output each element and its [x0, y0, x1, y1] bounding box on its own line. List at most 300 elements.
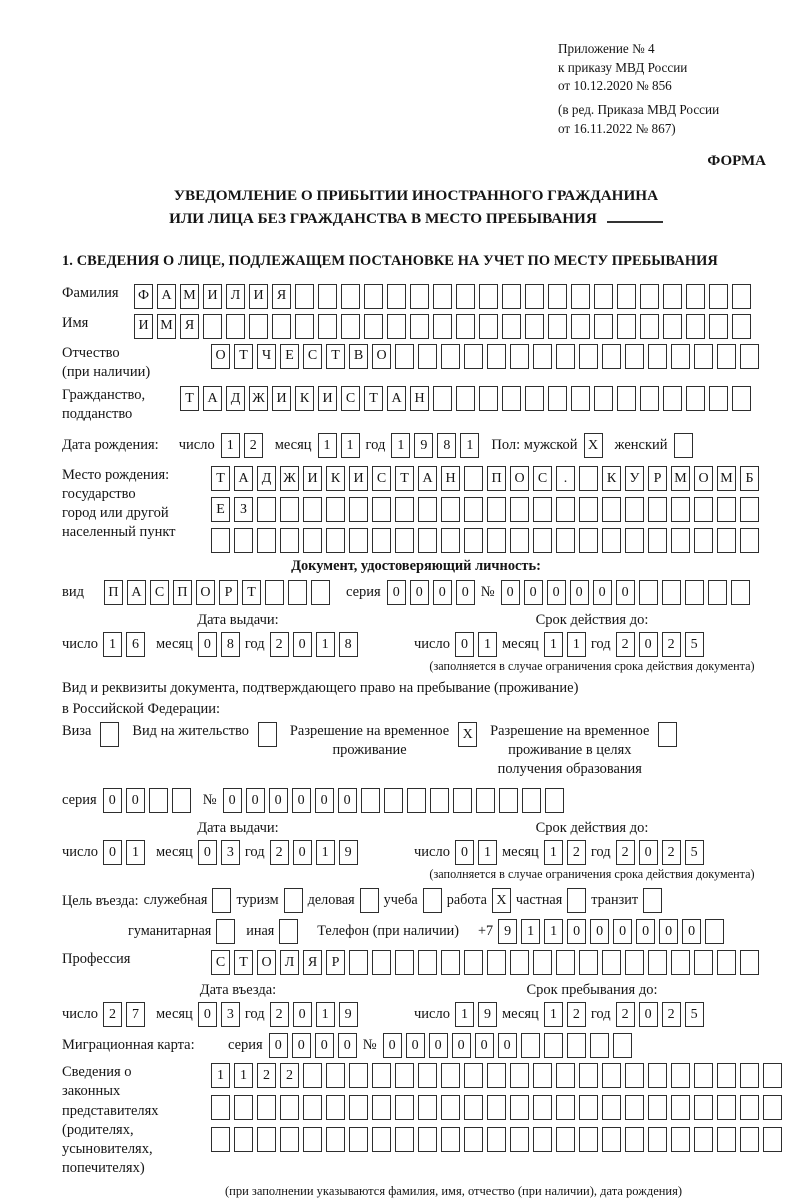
char-cell[interactable] [464, 1063, 483, 1088]
char-cell[interactable] [349, 1127, 368, 1152]
char-cell[interactable] [571, 314, 590, 339]
char-cell[interactable] [257, 1127, 276, 1152]
checkbox-cell[interactable] [258, 722, 277, 747]
char-cell[interactable] [694, 497, 713, 522]
char-cell[interactable] [487, 1063, 506, 1088]
char-cell[interactable] [671, 528, 690, 553]
char-cell[interactable] [717, 1095, 736, 1120]
char-cell[interactable]: И [272, 386, 291, 411]
checkbox-cell[interactable] [658, 722, 677, 747]
char-cell[interactable]: 1 [234, 1063, 253, 1088]
checkbox-cell[interactable] [423, 888, 442, 913]
char-cell[interactable] [694, 950, 713, 975]
char-cell[interactable]: П [104, 580, 123, 605]
char-cell[interactable] [410, 314, 429, 339]
char-cell[interactable]: О [257, 950, 276, 975]
char-cell[interactable] [510, 344, 529, 369]
char-cell[interactable]: М [180, 284, 199, 309]
char-cell[interactable]: 0 [410, 580, 429, 605]
char-cell[interactable] [694, 1127, 713, 1152]
char-cell[interactable]: Ж [280, 466, 299, 491]
char-cell[interactable]: 2 [567, 840, 586, 865]
char-cell[interactable] [487, 497, 506, 522]
char-cell[interactable] [326, 528, 345, 553]
char-cell[interactable]: Ф [134, 284, 153, 309]
char-cell[interactable] [709, 386, 728, 411]
char-cell[interactable] [671, 497, 690, 522]
char-cell[interactable] [418, 1127, 437, 1152]
char-cell[interactable] [521, 1033, 540, 1058]
char-cell[interactable]: 0 [338, 788, 357, 813]
char-cell[interactable]: 2 [270, 840, 289, 865]
char-cell[interactable]: 0 [590, 919, 609, 944]
char-cell[interactable] [372, 1063, 391, 1088]
char-cell[interactable] [510, 1127, 529, 1152]
char-cell[interactable]: 1 [316, 840, 335, 865]
char-cell[interactable] [740, 1063, 759, 1088]
char-cell[interactable] [487, 528, 506, 553]
char-cell[interactable]: О [211, 344, 230, 369]
char-cell[interactable] [502, 284, 521, 309]
char-cell[interactable] [740, 950, 759, 975]
char-cell[interactable] [341, 284, 360, 309]
char-cell[interactable]: 9 [339, 1002, 358, 1027]
char-cell[interactable] [602, 950, 621, 975]
char-cell[interactable] [249, 314, 268, 339]
char-cell[interactable] [502, 314, 521, 339]
char-cell[interactable]: О [510, 466, 529, 491]
char-cell[interactable] [763, 1127, 782, 1152]
char-cell[interactable]: 0 [593, 580, 612, 605]
char-cell[interactable]: 2 [662, 632, 681, 657]
char-cell[interactable] [740, 528, 759, 553]
char-cell[interactable] [456, 386, 475, 411]
char-cell[interactable] [280, 1095, 299, 1120]
char-cell[interactable] [349, 497, 368, 522]
char-cell[interactable]: 0 [246, 788, 265, 813]
char-cell[interactable] [579, 497, 598, 522]
char-cell[interactable] [372, 1127, 391, 1152]
char-cell[interactable] [663, 386, 682, 411]
char-cell[interactable]: 1 [460, 433, 479, 458]
char-cell[interactable]: 0 [292, 1033, 311, 1058]
char-cell[interactable] [303, 1063, 322, 1088]
char-cell[interactable] [663, 284, 682, 309]
char-cell[interactable] [648, 528, 667, 553]
char-cell[interactable]: 0 [293, 632, 312, 657]
char-cell[interactable]: 2 [257, 1063, 276, 1088]
char-cell[interactable]: М [157, 314, 176, 339]
char-cell[interactable] [533, 1095, 552, 1120]
char-cell[interactable]: Р [648, 466, 667, 491]
char-cell[interactable] [579, 466, 598, 491]
char-cell[interactable]: 8 [437, 433, 456, 458]
char-cell[interactable]: 0 [103, 788, 122, 813]
char-cell[interactable]: И [134, 314, 153, 339]
char-cell[interactable] [533, 497, 552, 522]
char-cell[interactable] [387, 314, 406, 339]
char-cell[interactable]: Н [410, 386, 429, 411]
char-cell[interactable] [487, 950, 506, 975]
char-cell[interactable] [303, 1095, 322, 1120]
checkbox-cell[interactable] [567, 888, 586, 913]
char-cell[interactable] [548, 386, 567, 411]
char-cell[interactable] [441, 1063, 460, 1088]
char-cell[interactable]: 9 [339, 840, 358, 865]
char-cell[interactable] [533, 528, 552, 553]
char-cell[interactable] [571, 284, 590, 309]
char-cell[interactable]: 1 [211, 1063, 230, 1088]
char-cell[interactable] [617, 314, 636, 339]
char-cell[interactable]: С [150, 580, 169, 605]
char-cell[interactable] [740, 344, 759, 369]
char-cell[interactable]: 8 [221, 632, 240, 657]
char-cell[interactable] [717, 497, 736, 522]
char-cell[interactable] [280, 528, 299, 553]
char-cell[interactable] [671, 950, 690, 975]
char-cell[interactable]: А [234, 466, 253, 491]
char-cell[interactable] [418, 1063, 437, 1088]
char-cell[interactable] [640, 386, 659, 411]
char-cell[interactable]: 0 [315, 1033, 334, 1058]
char-cell[interactable] [556, 528, 575, 553]
char-cell[interactable]: Б [740, 466, 759, 491]
char-cell[interactable]: 0 [613, 919, 632, 944]
char-cell[interactable]: А [127, 580, 146, 605]
char-cell[interactable] [456, 284, 475, 309]
char-cell[interactable] [364, 284, 383, 309]
char-cell[interactable] [613, 1033, 632, 1058]
char-cell[interactable]: И [318, 386, 337, 411]
char-cell[interactable]: 0 [682, 919, 701, 944]
char-cell[interactable] [579, 950, 598, 975]
checkbox-cell[interactable] [279, 919, 298, 944]
char-cell[interactable]: 9 [414, 433, 433, 458]
char-cell[interactable] [717, 1063, 736, 1088]
char-cell[interactable] [433, 284, 452, 309]
char-cell[interactable]: 5 [685, 1002, 704, 1027]
char-cell[interactable] [708, 580, 727, 605]
char-cell[interactable]: Е [280, 344, 299, 369]
char-cell[interactable] [694, 344, 713, 369]
char-cell[interactable]: К [602, 466, 621, 491]
char-cell[interactable] [257, 528, 276, 553]
char-cell[interactable] [349, 1063, 368, 1088]
char-cell[interactable] [311, 580, 330, 605]
char-cell[interactable]: 1 [126, 840, 145, 865]
char-cell[interactable]: Ж [249, 386, 268, 411]
char-cell[interactable]: 1 [544, 1002, 563, 1027]
char-cell[interactable] [433, 314, 452, 339]
char-cell[interactable]: 1 [567, 632, 586, 657]
char-cell[interactable] [544, 1033, 563, 1058]
char-cell[interactable] [303, 528, 322, 553]
char-cell[interactable] [280, 1127, 299, 1152]
char-cell[interactable] [211, 1095, 230, 1120]
char-cell[interactable] [464, 950, 483, 975]
char-cell[interactable] [525, 386, 544, 411]
char-cell[interactable]: О [196, 580, 215, 605]
char-cell[interactable]: Я [180, 314, 199, 339]
char-cell[interactable] [372, 528, 391, 553]
char-cell[interactable] [602, 344, 621, 369]
char-cell[interactable]: 1 [391, 433, 410, 458]
char-cell[interactable] [149, 788, 168, 813]
char-cell[interactable] [418, 950, 437, 975]
char-cell[interactable]: 0 [475, 1033, 494, 1058]
char-cell[interactable] [579, 1063, 598, 1088]
char-cell[interactable] [502, 386, 521, 411]
char-cell[interactable] [617, 284, 636, 309]
char-cell[interactable]: 1 [544, 840, 563, 865]
char-cell[interactable] [579, 1095, 598, 1120]
char-cell[interactable] [579, 1127, 598, 1152]
char-cell[interactable] [226, 314, 245, 339]
char-cell[interactable]: С [341, 386, 360, 411]
char-cell[interactable] [602, 1095, 621, 1120]
char-cell[interactable] [625, 528, 644, 553]
char-cell[interactable] [556, 497, 575, 522]
char-cell[interactable]: Л [280, 950, 299, 975]
char-cell[interactable] [441, 1127, 460, 1152]
char-cell[interactable]: А [387, 386, 406, 411]
char-cell[interactable]: 1 [478, 840, 497, 865]
char-cell[interactable] [464, 497, 483, 522]
char-cell[interactable] [172, 788, 191, 813]
char-cell[interactable]: Т [234, 344, 253, 369]
char-cell[interactable] [234, 1095, 253, 1120]
char-cell[interactable] [671, 344, 690, 369]
char-cell[interactable]: 2 [270, 1002, 289, 1027]
char-cell[interactable] [671, 1063, 690, 1088]
char-cell[interactable] [709, 284, 728, 309]
char-cell[interactable] [740, 497, 759, 522]
char-cell[interactable]: 0 [269, 788, 288, 813]
char-cell[interactable]: 9 [498, 919, 517, 944]
char-cell[interactable]: 1 [544, 632, 563, 657]
char-cell[interactable] [441, 950, 460, 975]
checkbox-cell[interactable] [360, 888, 379, 913]
char-cell[interactable]: 1 [318, 433, 337, 458]
char-cell[interactable] [717, 344, 736, 369]
char-cell[interactable]: 2 [567, 1002, 586, 1027]
char-cell[interactable]: 0 [293, 1002, 312, 1027]
char-cell[interactable]: 0 [455, 840, 474, 865]
char-cell[interactable]: 0 [456, 580, 475, 605]
char-cell[interactable]: Т [395, 466, 414, 491]
char-cell[interactable] [602, 528, 621, 553]
char-cell[interactable]: 0 [547, 580, 566, 605]
char-cell[interactable] [418, 1095, 437, 1120]
char-cell[interactable]: 9 [478, 1002, 497, 1027]
checkbox-cell[interactable] [100, 722, 119, 747]
char-cell[interactable]: 1 [341, 433, 360, 458]
char-cell[interactable] [740, 1095, 759, 1120]
char-cell[interactable]: 0 [387, 580, 406, 605]
char-cell[interactable] [625, 344, 644, 369]
char-cell[interactable]: С [372, 466, 391, 491]
char-cell[interactable]: И [203, 284, 222, 309]
char-cell[interactable]: 0 [659, 919, 678, 944]
char-cell[interactable] [533, 344, 552, 369]
char-cell[interactable] [525, 314, 544, 339]
char-cell[interactable]: 0 [639, 632, 658, 657]
char-cell[interactable]: 2 [280, 1063, 299, 1088]
char-cell[interactable] [602, 1063, 621, 1088]
char-cell[interactable]: 1 [316, 632, 335, 657]
char-cell[interactable] [234, 528, 253, 553]
char-cell[interactable] [295, 284, 314, 309]
char-cell[interactable] [732, 314, 751, 339]
char-cell[interactable]: 1 [455, 1002, 474, 1027]
char-cell[interactable] [418, 344, 437, 369]
char-cell[interactable]: Н [441, 466, 460, 491]
char-cell[interactable] [430, 788, 449, 813]
char-cell[interactable] [395, 1063, 414, 1088]
char-cell[interactable] [407, 788, 426, 813]
char-cell[interactable] [234, 1127, 253, 1152]
char-cell[interactable]: С [303, 344, 322, 369]
char-cell[interactable] [303, 497, 322, 522]
char-cell[interactable] [326, 1095, 345, 1120]
char-cell[interactable] [464, 1095, 483, 1120]
char-cell[interactable] [272, 314, 291, 339]
char-cell[interactable] [731, 580, 750, 605]
char-cell[interactable] [594, 284, 613, 309]
char-cell[interactable]: 0 [616, 580, 635, 605]
char-cell[interactable] [556, 950, 575, 975]
char-cell[interactable] [648, 344, 667, 369]
char-cell[interactable] [476, 788, 495, 813]
char-cell[interactable] [387, 284, 406, 309]
char-cell[interactable] [364, 314, 383, 339]
char-cell[interactable]: 0 [639, 840, 658, 865]
char-cell[interactable]: 0 [501, 580, 520, 605]
char-cell[interactable]: Т [326, 344, 345, 369]
char-cell[interactable]: З [234, 497, 253, 522]
char-cell[interactable] [579, 344, 598, 369]
checkbox-cell[interactable] [643, 888, 662, 913]
char-cell[interactable] [510, 950, 529, 975]
char-cell[interactable] [372, 950, 391, 975]
char-cell[interactable]: Л [226, 284, 245, 309]
char-cell[interactable] [441, 344, 460, 369]
char-cell[interactable]: 1 [521, 919, 540, 944]
char-cell[interactable]: 2 [244, 433, 263, 458]
char-cell[interactable] [625, 1063, 644, 1088]
char-cell[interactable] [567, 1033, 586, 1058]
char-cell[interactable] [257, 497, 276, 522]
char-cell[interactable]: 0 [126, 788, 145, 813]
char-cell[interactable] [326, 1063, 345, 1088]
char-cell[interactable] [441, 497, 460, 522]
char-cell[interactable] [464, 344, 483, 369]
char-cell[interactable]: 0 [223, 788, 242, 813]
char-cell[interactable] [349, 1095, 368, 1120]
char-cell[interactable]: 0 [292, 788, 311, 813]
char-cell[interactable] [456, 314, 475, 339]
char-cell[interactable]: 0 [293, 840, 312, 865]
char-cell[interactable] [510, 528, 529, 553]
char-cell[interactable]: Т [242, 580, 261, 605]
char-cell[interactable]: 6 [126, 632, 145, 657]
char-cell[interactable] [545, 788, 564, 813]
char-cell[interactable]: 0 [383, 1033, 402, 1058]
char-cell[interactable] [686, 386, 705, 411]
char-cell[interactable]: Д [257, 466, 276, 491]
checkbox-cell[interactable] [216, 919, 235, 944]
char-cell[interactable]: 0 [103, 840, 122, 865]
checkbox-cell[interactable]: X [492, 888, 511, 913]
char-cell[interactable] [625, 1127, 644, 1152]
char-cell[interactable]: 3 [221, 840, 240, 865]
char-cell[interactable]: 2 [103, 1002, 122, 1027]
checkbox-cell[interactable]: X [458, 722, 477, 747]
char-cell[interactable] [361, 788, 380, 813]
char-cell[interactable]: Д [226, 386, 245, 411]
char-cell[interactable]: 5 [685, 840, 704, 865]
char-cell[interactable] [617, 386, 636, 411]
checkbox-cell[interactable] [674, 433, 693, 458]
char-cell[interactable] [349, 528, 368, 553]
char-cell[interactable] [326, 1127, 345, 1152]
char-cell[interactable]: С [211, 950, 230, 975]
char-cell[interactable] [648, 1063, 667, 1088]
char-cell[interactable]: П [487, 466, 506, 491]
char-cell[interactable] [602, 497, 621, 522]
char-cell[interactable] [694, 1095, 713, 1120]
char-cell[interactable] [395, 528, 414, 553]
char-cell[interactable] [671, 1127, 690, 1152]
char-cell[interactable]: И [303, 466, 322, 491]
char-cell[interactable]: 8 [339, 632, 358, 657]
char-cell[interactable] [648, 1095, 667, 1120]
char-cell[interactable] [662, 580, 681, 605]
char-cell[interactable] [479, 386, 498, 411]
char-cell[interactable] [203, 314, 222, 339]
char-cell[interactable]: 0 [570, 580, 589, 605]
char-cell[interactable]: 0 [639, 1002, 658, 1027]
char-cell[interactable]: А [203, 386, 222, 411]
char-cell[interactable] [705, 919, 724, 944]
char-cell[interactable]: И [349, 466, 368, 491]
char-cell[interactable]: 2 [616, 840, 635, 865]
char-cell[interactable] [441, 1095, 460, 1120]
char-cell[interactable] [418, 497, 437, 522]
char-cell[interactable]: 0 [269, 1033, 288, 1058]
char-cell[interactable] [639, 580, 658, 605]
char-cell[interactable]: 1 [316, 1002, 335, 1027]
char-cell[interactable] [395, 344, 414, 369]
char-cell[interactable]: 1 [103, 632, 122, 657]
char-cell[interactable] [410, 284, 429, 309]
char-cell[interactable] [625, 497, 644, 522]
char-cell[interactable]: М [671, 466, 690, 491]
checkbox-cell[interactable]: X [584, 433, 603, 458]
char-cell[interactable]: 5 [685, 632, 704, 657]
char-cell[interactable]: Т [364, 386, 383, 411]
char-cell[interactable]: В [349, 344, 368, 369]
char-cell[interactable]: Ч [257, 344, 276, 369]
char-cell[interactable] [464, 466, 483, 491]
char-cell[interactable] [295, 314, 314, 339]
char-cell[interactable] [763, 1063, 782, 1088]
char-cell[interactable]: Р [219, 580, 238, 605]
char-cell[interactable] [487, 1127, 506, 1152]
char-cell[interactable]: У [625, 466, 644, 491]
char-cell[interactable] [556, 1063, 575, 1088]
char-cell[interactable] [464, 528, 483, 553]
